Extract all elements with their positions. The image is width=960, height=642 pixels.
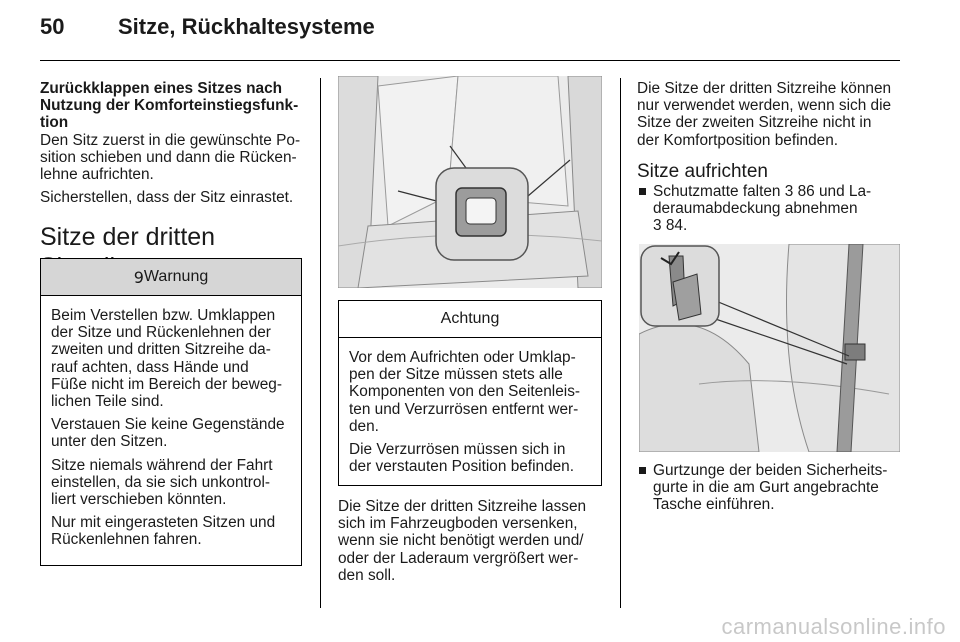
caution-header <box>339 301 601 338</box>
text-line: Die Sitze der dritten Sitzreihe lassen <box>338 498 587 515</box>
text-line: lichen Teile sind. <box>51 393 164 411</box>
text-line: Beim Verstellen bzw. Umklappen <box>51 307 276 324</box>
text-line: nur verwendet werden, wenn sich die <box>637 97 892 115</box>
warning-title: Warnung <box>143 268 209 285</box>
page-number: 50 <box>40 14 65 39</box>
text-line: lehne aufrichten. <box>40 166 154 184</box>
text-line: unter den Sitzen. <box>51 433 168 451</box>
paragraph: Sicherstellen, dass der Sitz einrastet. <box>40 189 294 207</box>
text-line: zweiten und dritten Sitzreihe da- <box>51 341 271 359</box>
text-line: rauf achten, dass Hände und <box>51 358 249 376</box>
column-2-text <box>338 498 606 590</box>
column-divider-1 <box>320 78 321 608</box>
text-line: den. <box>349 417 379 435</box>
section-heading: Sitze der dritten <box>40 223 216 252</box>
text-line: Die Verzurrösen müssen sich in <box>349 441 566 459</box>
column-1 <box>40 80 308 282</box>
list-item <box>637 183 907 235</box>
subhead-line: tion <box>40 114 69 132</box>
text-line: sich im Fahrzeugboden versenken, <box>338 515 578 533</box>
text-line: 3 84. <box>653 217 688 235</box>
text-line: liert verschieben könnten. <box>51 491 227 509</box>
text-line: den soll. <box>338 566 396 584</box>
subhead-line: Nutzung der Komforteinstiegsfunk- <box>40 97 299 115</box>
bullet-square-icon <box>639 467 646 474</box>
cargo-area-drawing <box>338 76 602 288</box>
chapter-title: Sitze, Rückhaltesysteme <box>118 14 375 39</box>
text-line: Komponenten von den Seitenleis- <box>349 383 581 401</box>
column-3 <box>637 80 907 234</box>
text-line: Die Sitze der dritten Sitzreihe können <box>637 80 892 97</box>
page-header <box>40 14 900 54</box>
text-line: Verstauen Sie keine Gegenstände <box>51 416 285 434</box>
warning-box <box>40 258 302 566</box>
caution-paragraph <box>349 349 591 435</box>
text-line: der verstauten Position befinden. <box>349 458 575 476</box>
warning-body <box>41 296 301 561</box>
cargo-area-illustration <box>338 76 602 288</box>
text-line: Sitze niemals während der Fahrt <box>51 456 273 474</box>
text-line: Gurtzunge der beiden Sicherheits- <box>653 462 888 479</box>
text-line: Füße nicht im Bereich der beweg- <box>51 375 282 393</box>
text-line: der Komfortposition befinden. <box>637 131 839 149</box>
text-line: Nur mit eingerasteten Sitzen und <box>51 514 276 532</box>
seatbelt-illustration <box>639 244 900 452</box>
text-line: wenn sie nicht benötigt werden und/ <box>338 532 584 550</box>
list-item <box>637 462 907 514</box>
warning-paragraph <box>51 457 291 509</box>
text-line: Den Sitz zuerst in die gewünschte Po- <box>40 131 301 149</box>
caution-box <box>338 300 602 486</box>
section-heading: Sitze aufrichten <box>637 160 768 182</box>
caution-title: Achtung <box>440 310 500 327</box>
text-line: oder der Laderaum vergrößert wer- <box>338 549 579 567</box>
paragraph <box>40 132 308 184</box>
text-line: pen der Sitze müssen stets alle <box>349 366 563 384</box>
warning-paragraph <box>51 514 291 548</box>
caution-body <box>339 338 601 487</box>
subhead-line: Zurückklappen eines Sitzes nach <box>40 80 283 97</box>
paragraph <box>338 498 606 584</box>
text-line: gurte in die am Gurt angebrachte <box>653 479 879 497</box>
subheading-fold-back <box>40 80 308 132</box>
seatbelt-drawing <box>639 244 900 452</box>
text-line: einstellen, da sie sich unkontrol- <box>51 473 271 491</box>
text-line: der Sitze und Rückenlehnen der <box>51 324 271 342</box>
bullet-square-icon <box>639 188 646 195</box>
caution-paragraph <box>349 441 591 475</box>
warning-header <box>41 259 301 296</box>
text-line: Sitze der zweiten Sitzreihe nicht in <box>637 114 872 132</box>
header-rule <box>40 60 900 61</box>
paragraph <box>637 80 907 149</box>
warning-symbol-icon: 9 <box>133 267 144 287</box>
text-line: sition schieben und dann die Rücken- <box>40 148 297 166</box>
warning-paragraph <box>51 307 291 410</box>
watermark: carmanualsonline.info <box>721 614 946 639</box>
text-line: Rückenlehnen fahren. <box>51 531 202 549</box>
text-line: Schutzmatte falten 3 86 und La- <box>653 182 872 200</box>
text-line: ten und Verzurrösen entfernt wer- <box>349 400 579 418</box>
column-divider-2 <box>620 78 621 608</box>
text-line: deraumabdeckung abnehmen <box>653 200 858 218</box>
text-line: Tasche einführen. <box>653 496 775 514</box>
text-line: Vor dem Aufrichten oder Umklap- <box>349 349 576 366</box>
warning-paragraph <box>51 416 291 450</box>
column-3-bullet-2 <box>637 462 907 514</box>
